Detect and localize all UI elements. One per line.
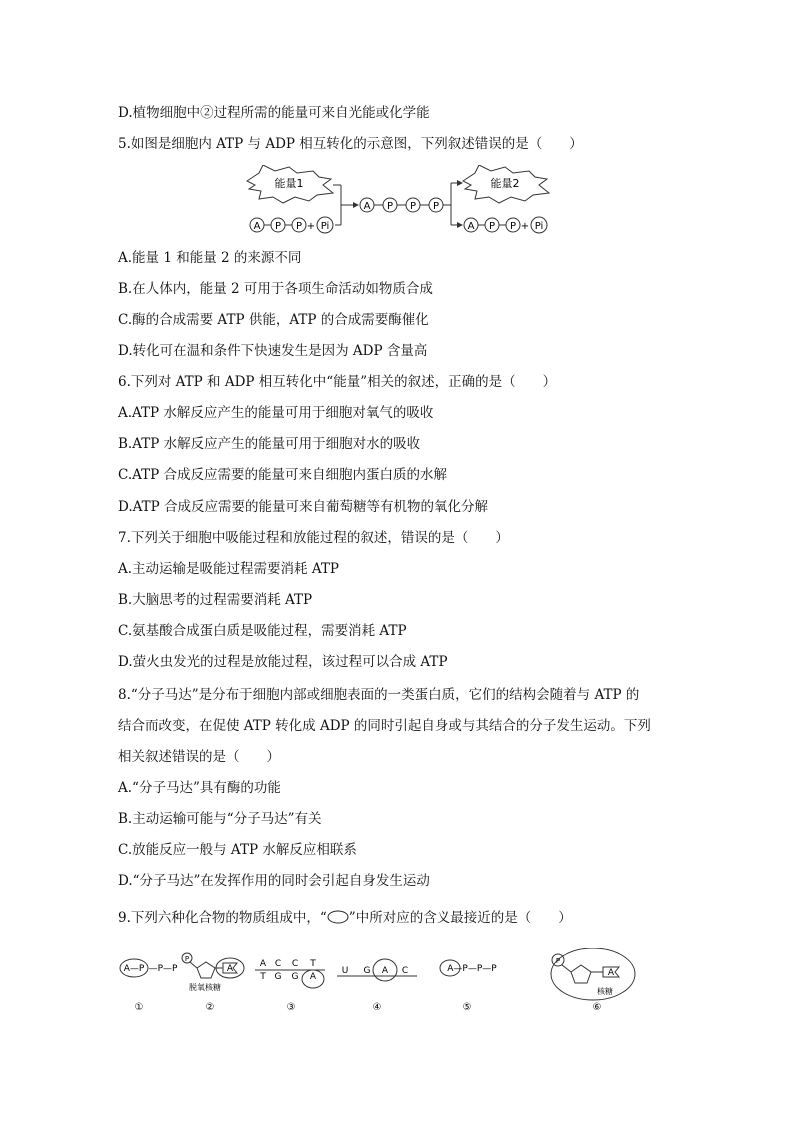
- svg-text:脱氧核糖: 脱氧核糖: [189, 983, 221, 992]
- adp-pi-left: [250, 217, 333, 233]
- q5-option-d: D.转化可在温和条件下快速发生是因为 ADP 含量高: [118, 343, 428, 359]
- svg-text:A: A: [253, 221, 261, 232]
- q6-option-b: B.ATP 水解反应产生的能量可用于细胞对水的吸收: [118, 436, 421, 452]
- svg-text:A—P: A—P: [123, 964, 145, 974]
- svg-text:P: P: [184, 955, 190, 963]
- svg-text:G: G: [291, 972, 299, 982]
- svg-text:P: P: [432, 201, 440, 212]
- svg-text:G: G: [363, 966, 371, 976]
- q6-option-a: A.ATP 水解反应产生的能量可用于细胞对氧气的吸收: [118, 405, 434, 421]
- label-4: ④: [372, 1002, 382, 1013]
- q7-option-d: D.萤火虫发光的过程是放能过程，该过程可以合成 ATP: [118, 654, 448, 670]
- q9-stem-suffix: ”中所对应的含义最接近的是（ ）: [348, 910, 572, 926]
- compound-3-dna: [255, 959, 325, 988]
- label-1: ①: [134, 1002, 144, 1013]
- q5-stem: 5.如图是细胞内 ATP 与 ADP 相互转化的示意图，下列叙述错误的是（ ）: [118, 136, 583, 152]
- svg-text:P: P: [386, 201, 394, 212]
- q6-option-d: D.ATP 合成反应需要的能量可来自葡萄糖等有机物的氧化分解: [118, 499, 489, 515]
- svg-text:A: A: [467, 221, 475, 232]
- six-compounds-diagram: [115, 948, 655, 1018]
- svg-text:A: A: [309, 972, 317, 982]
- svg-text:A: A: [226, 964, 234, 974]
- q8-option-c: C.放能反应一般与 ATP 水解反应相联系: [118, 842, 357, 858]
- q8-stem-line2: 结合而改变，在促使 ATP 转化成 ADP 的同时引起自身或与其结合的分子发生运动。下列: [118, 718, 651, 734]
- svg-text:P: P: [488, 221, 496, 232]
- atp-center: [360, 198, 443, 212]
- label-5: ⑤: [462, 1002, 472, 1013]
- svg-text:核糖: 核糖: [597, 987, 613, 996]
- svg-text:Pi: Pi: [320, 221, 330, 232]
- q8-stem-line3: 相关叙述错误的是（ ）: [118, 749, 280, 765]
- compound-2: [182, 953, 244, 992]
- label-6: ⑥: [592, 1002, 602, 1013]
- svg-text:A: A: [363, 201, 371, 212]
- q9-stem: [118, 909, 572, 927]
- svg-text:—P—P: —P—P: [148, 964, 178, 974]
- svg-text:P: P: [509, 221, 517, 232]
- q7-option-b: B.大脑思考的过程需要消耗 ATP: [118, 592, 313, 608]
- q7-option-c: C.氨基酸合成蛋白质是吸能过程，需要消耗 ATP: [118, 623, 407, 639]
- q9-stem-prefix: 9.下列六种化合物的物质组成中，“: [118, 910, 327, 926]
- energy1-label: 能量1: [274, 177, 304, 190]
- svg-text:P: P: [295, 221, 303, 232]
- q5-option-c: C.酶的合成需要 ATP 供能，ATP 的合成需要酶催化: [118, 312, 429, 328]
- circle-symbol-icon: [327, 910, 349, 924]
- energy2-label: 能量2: [490, 177, 520, 190]
- svg-text:T: T: [310, 959, 316, 969]
- label-3: ③: [286, 1002, 296, 1013]
- svg-text:U: U: [341, 966, 349, 976]
- q7-option-a: A.主动运输是吸能过程需要消耗 ATP: [118, 561, 339, 577]
- q5-option-a: A.能量 1 和能量 2 的来源不同: [118, 250, 302, 266]
- svg-text:A: A: [381, 966, 389, 976]
- atp-adp-conversion-diagram: [245, 165, 555, 237]
- compound-6: [551, 948, 635, 1000]
- svg-text:A: A: [607, 968, 615, 978]
- svg-text:T: T: [260, 972, 266, 982]
- q8-option-b: B.主动运输可能与“分子马达”有关: [118, 811, 322, 827]
- svg-text:G: G: [274, 972, 282, 982]
- svg-text:C: C: [401, 966, 409, 976]
- svg-text:A—P—P—P: A—P—P—P: [447, 964, 497, 974]
- q8-option-d: D.“分子马达”在发挥作用的同时会引起自身发生运动: [118, 873, 430, 889]
- q6-option-c: C.ATP 合成反应需要的能量可来自细胞内蛋白质的水解: [118, 467, 448, 483]
- svg-text:P: P: [409, 201, 417, 212]
- q6-stem: 6.下列对 ATP 和 ADP 相互转化中“能量”相关的叙述，正确的是（ ）: [118, 374, 557, 390]
- compound-1: [120, 959, 178, 977]
- adp-pi-right: [464, 217, 547, 233]
- svg-text:C: C: [274, 959, 282, 969]
- svg-text:+: +: [306, 221, 316, 232]
- q8-option-a: A.“分子马达”具有酶的功能: [118, 780, 281, 796]
- label-2: ②: [205, 1002, 215, 1013]
- q4-option-d: D.植物细胞中②过程所需的能量可来自光能或化学能: [118, 105, 430, 121]
- svg-text:P: P: [555, 957, 561, 965]
- svg-text:P: P: [274, 221, 282, 232]
- svg-text:Pi: Pi: [534, 221, 544, 232]
- svg-text:+: +: [520, 221, 530, 232]
- q5-option-b: B.在人体内，能量 2 可用于各项生命活动如物质合成: [118, 281, 433, 297]
- svg-text:A: A: [259, 959, 267, 969]
- compound-5: [440, 960, 497, 976]
- q8-stem-line1: 8.“分子马达”是分布于细胞内部或细胞表面的一类蛋白质，它们的结构会随着与 ATP 的: [118, 687, 640, 703]
- svg-text:C: C: [291, 959, 299, 969]
- compound-4-rna: [337, 959, 417, 981]
- q7-stem: 7.下列关于细胞中吸能过程和放能过程的叙述，错误的是（ ）: [118, 530, 509, 546]
